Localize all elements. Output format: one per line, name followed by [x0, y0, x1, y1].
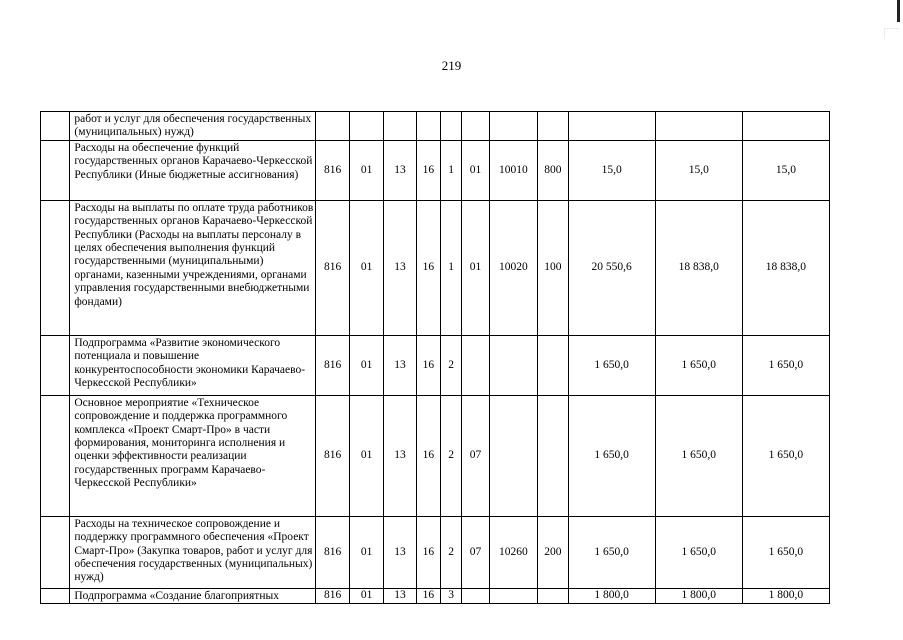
subprogram-code: 2: [441, 516, 462, 588]
event-code: 01: [462, 200, 489, 335]
section-code: 01: [349, 200, 383, 335]
expense-type-code: 800: [538, 140, 568, 200]
row-name: Подпрограмма «Создание благоприятных: [70, 588, 316, 603]
event-code: [462, 588, 489, 603]
amount-year-1: [568, 112, 655, 141]
row-name: Расходы на выплаты по оплате труда работников государственных органов Карачаево-Черкесской Республики (Расходы на выплаты персоналу в целях обеспечения выполнения функций государственными (муниципальными) органами, казенными учреждениями, органами управления государственными внебюджетными фондами): [70, 200, 316, 335]
direction-code: [489, 112, 538, 141]
event-code: 01: [462, 140, 489, 200]
direction-code: 10020: [489, 200, 538, 335]
subsection-code: 13: [384, 335, 416, 395]
event-code: 07: [462, 395, 489, 516]
amount-year-1: 20 550,6: [568, 200, 655, 335]
row-index-cell: [41, 140, 70, 200]
row-index-cell: [41, 335, 70, 395]
row-index-cell: [41, 112, 70, 141]
subprogram-code: 1: [441, 200, 462, 335]
subsection-code: [384, 112, 416, 141]
row-index-cell: [41, 516, 70, 588]
amount-year-3: 1 650,0: [742, 335, 829, 395]
program-code: 16: [416, 588, 440, 603]
row-name: Основное мероприятие «Техническое сопровождение и поддержка программного комплекса «Проект Смарт-Про» в части формирования, мониторинга исполнения и оценки эффективности реализации государственных программ Карачаево-Черкесской Республики»: [70, 395, 316, 516]
subsection-code: 13: [384, 395, 416, 516]
table-row: [41, 140, 830, 200]
budget-table: [40, 111, 830, 604]
subprogram-code: [441, 112, 462, 141]
subsection-code: 13: [384, 516, 416, 588]
ministry-code: [316, 112, 349, 141]
table-row: [41, 395, 830, 516]
expense-type-code: [538, 395, 568, 516]
section-code: 01: [349, 140, 383, 200]
table-row: [41, 335, 830, 395]
row-index-cell: [41, 588, 70, 603]
ministry-code: 816: [316, 140, 349, 200]
ministry-code: 816: [316, 200, 349, 335]
expense-type-code: 100: [538, 200, 568, 335]
subsection-code: 13: [384, 200, 416, 335]
table-body: [41, 112, 830, 604]
ministry-code: 816: [316, 335, 349, 395]
amount-year-2: [655, 112, 742, 141]
amount-year-3: 18 838,0: [742, 200, 829, 335]
subprogram-code: 1: [441, 140, 462, 200]
row-index-cell: [41, 395, 70, 516]
amount-year-3: 1 650,0: [742, 516, 829, 588]
subprogram-code: 2: [441, 335, 462, 395]
amount-year-2: 1 650,0: [655, 335, 742, 395]
section-code: 01: [349, 588, 383, 603]
event-code: [462, 335, 489, 395]
amount-year-1: 1 800,0: [568, 588, 655, 603]
amount-year-2: 15,0: [655, 140, 742, 200]
scan-edge-mark: [897, 0, 900, 22]
amount-year-3: 1 800,0: [742, 588, 829, 603]
program-code: 16: [416, 140, 440, 200]
row-index-cell: [41, 200, 70, 335]
page-number: 219: [441, 58, 462, 73]
direction-code: [489, 335, 538, 395]
expense-type-code: [538, 335, 568, 395]
ministry-code: 816: [316, 516, 349, 588]
amount-year-3: 1 650,0: [742, 395, 829, 516]
amount-year-3: [742, 112, 829, 141]
ministry-code: 816: [316, 395, 349, 516]
program-code: 16: [416, 200, 440, 335]
row-name: Подпрограмма «Развитие экономического потенциала и повышение конкурентоспособности экономики Карачаево-Черкесской Республики»: [70, 335, 316, 395]
direction-code: 10010: [489, 140, 538, 200]
direction-code: [489, 395, 538, 516]
row-name: Расходы на обеспечение функций государственных органов Карачаево-Черкесской Республики (Иные бюджетные ассигнования): [70, 140, 316, 200]
table-row: [41, 200, 830, 335]
program-code: 16: [416, 335, 440, 395]
ministry-code: 816: [316, 588, 349, 603]
table-row: [41, 112, 830, 141]
table-row: [41, 588, 830, 603]
subprogram-code: 3: [441, 588, 462, 603]
row-name: Расходы на техническое сопровождение и поддержку программного обеспечения «Проект Смарт-Про» (Закупка товаров, работ и услуг для обеспечения государственных (муниципальных) нужд): [70, 516, 316, 588]
section-code: 01: [349, 516, 383, 588]
table-row: [41, 516, 830, 588]
amount-year-1: 1 650,0: [568, 335, 655, 395]
amount-year-2: 1 800,0: [655, 588, 742, 603]
amount-year-1: 15,0: [568, 140, 655, 200]
program-code: [416, 112, 440, 141]
amount-year-2: 18 838,0: [655, 200, 742, 335]
scan-artifact: [884, 28, 899, 39]
amount-year-2: 1 650,0: [655, 516, 742, 588]
direction-code: 10260: [489, 516, 538, 588]
section-code: 01: [349, 395, 383, 516]
amount-year-1: 1 650,0: [568, 395, 655, 516]
subsection-code: 13: [384, 140, 416, 200]
amount-year-2: 1 650,0: [655, 395, 742, 516]
program-code: 16: [416, 395, 440, 516]
expense-type-code: 200: [538, 516, 568, 588]
section-code: 01: [349, 335, 383, 395]
event-code: 07: [462, 516, 489, 588]
expense-type-code: [538, 588, 568, 603]
program-code: 16: [416, 516, 440, 588]
section-code: [349, 112, 383, 141]
direction-code: [489, 588, 538, 603]
subprogram-code: 2: [441, 395, 462, 516]
event-code: [462, 112, 489, 141]
amount-year-3: 15,0: [742, 140, 829, 200]
subsection-code: 13: [384, 588, 416, 603]
expense-type-code: [538, 112, 568, 141]
row-name: работ и услуг для обеспечения государственных (муниципальных) нужд): [70, 112, 316, 141]
amount-year-1: 1 650,0: [568, 516, 655, 588]
